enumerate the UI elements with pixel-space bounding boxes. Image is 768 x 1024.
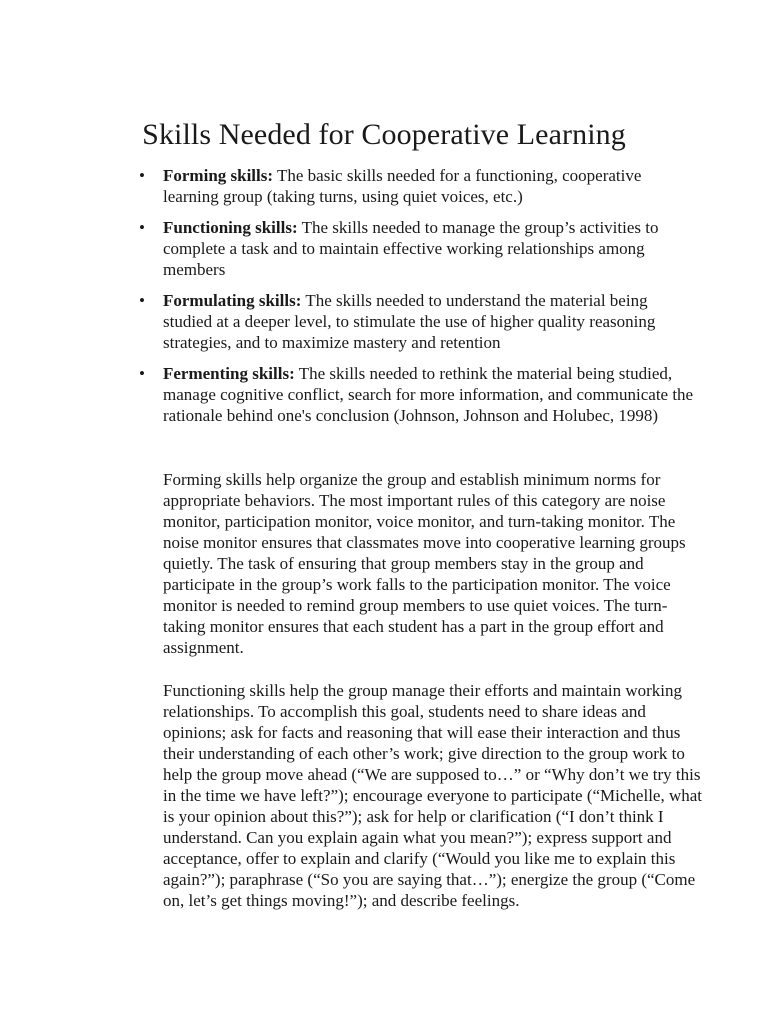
- functioning-skills-paragraph: Functioning skills help the group manage their efforts and maintain working relationships. To accomplish this goal, students need to share ideas and opinions; ask for facts and reasoning that will ease their interaction and thus their understanding of each other’s work; give direction to the group work to help the group move ahead (“We are supposed to…” or “Why don’t we try this in the time we have left?”); encourage everyone to participate (“Michelle, what is your opinion about this?”); ask for help or clarification (“I don’t think I understand. Can you explain again what you mean?”); express support and acceptance, offer to explain and clarify (“Would you like me to explain this again?”); paraphrase (“So you are saying that…”); energize the group (“Come on, let’s get things moving!”); and describe feelings.: [163, 681, 703, 910]
- bullet-icon: •: [139, 291, 145, 310]
- skill-description: The skills needed to manage the group’s activities to complete a task and to maintain effective working relationships among members: [163, 218, 659, 279]
- bullet-icon: •: [139, 218, 145, 237]
- list-item: [136, 363, 696, 426]
- list-item: [136, 165, 696, 207]
- skill-description: The skills needed to rethink the material being studied, manage cognitive conflict, search for more information, and communicate the rationale behind one's conclusion (Johnson, Johnson and Holubec, 1998): [163, 364, 694, 425]
- forming-skills-paragraph: Forming skills help organize the group and establish minimum norms for appropriate behaviors. The most important rules of this category are noise monitor, participation monitor, voice monitor, and turn-taking monitor. The noise monitor ensures that classmates move into cooperative learning groups quietly. The task of ensuring that group members stay in the group and participate in the group’s work falls to the participation monitor. The voice monitor is needed to remind group members to use quiet voices. The turn-taking monitor ensures that each student has a part in the group effort and assignment.: [163, 470, 686, 657]
- skill-term: Formulating skills:: [163, 291, 302, 310]
- skill-description: The skills needed to understand the material being studied at a deeper level, to stimulate the use of higher quality reasoning strategies, and to maximize mastery and retention: [163, 291, 656, 352]
- page-title: Skills Needed for Cooperative Learning: [142, 118, 626, 151]
- skills-list: [136, 165, 696, 436]
- skill-term: Forming skills:: [163, 166, 274, 185]
- list-item: [136, 217, 696, 280]
- bullet-icon: •: [139, 364, 145, 383]
- bullet-icon: •: [139, 166, 145, 185]
- list-item: [136, 290, 696, 353]
- skill-description: The basic skills needed for a functioning, cooperative learning group (taking turns, using quiet voices, etc.): [163, 166, 642, 206]
- skill-term: Functioning skills:: [163, 218, 298, 237]
- skill-term: Fermenting skills:: [163, 364, 295, 383]
